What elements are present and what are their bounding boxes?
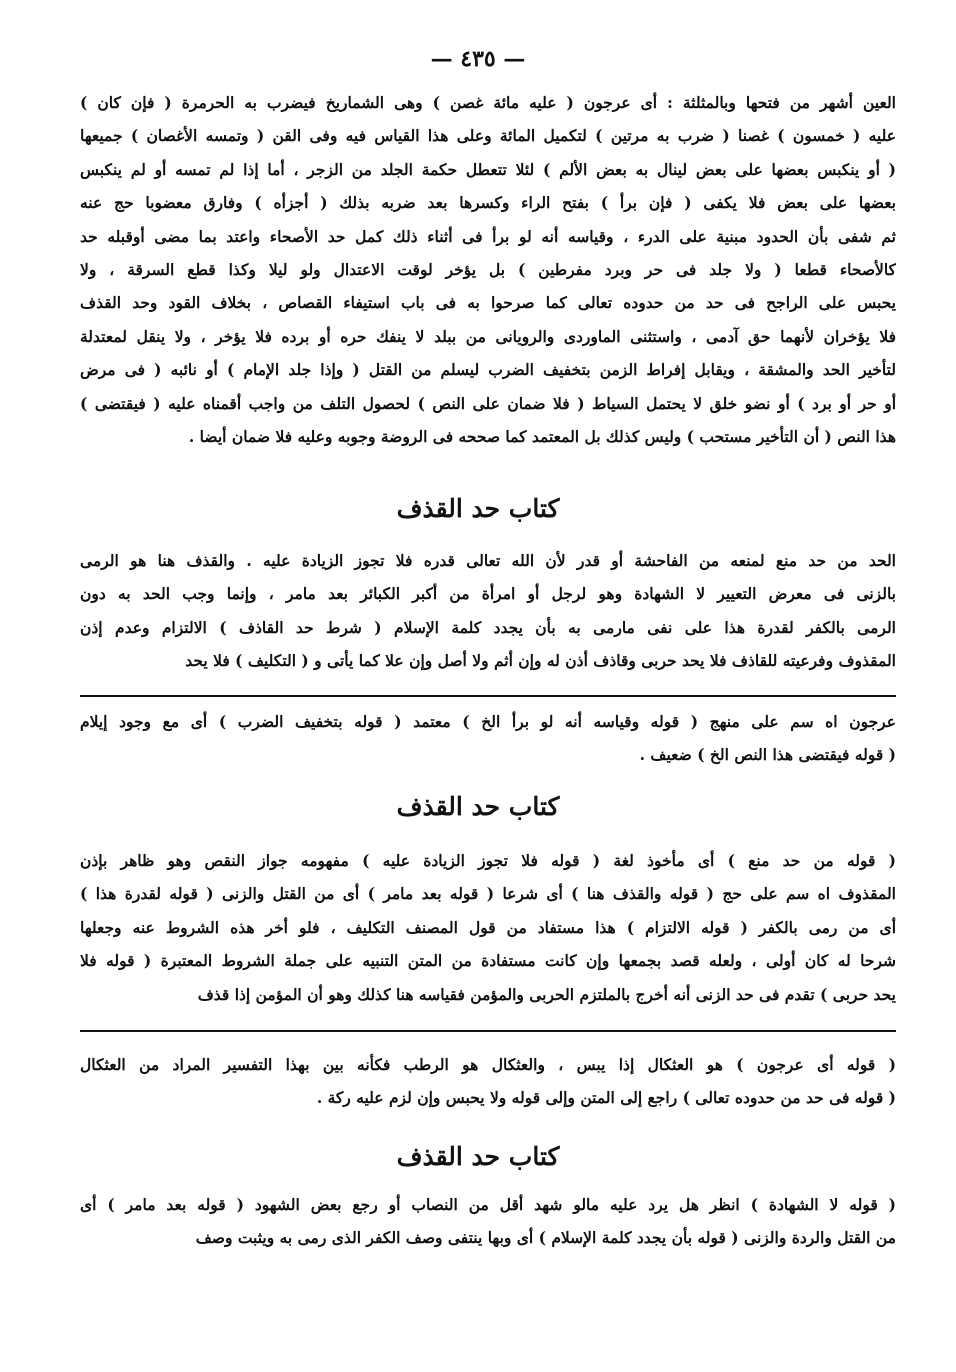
- text-line: شرحا له كان أولى ، ولعله قصد بجمعها وإن كانت مستفادة من المتن التنبيه على جملة الشروط المعتبرة ( قوله فلا: [80, 951, 896, 971]
- footnote-block-1: [80, 705, 896, 772]
- main-text-block-2: [80, 544, 896, 678]
- text-line: الحد من حد منع لمنعه من الفاحشة أو قدر لأن الله تعالى قدره فلا تجوز الزيادة عليه . والقذف هنا هو الرمى: [80, 551, 896, 570]
- text-line: يحبس على الراجح فى حد من حدوده تعالى كما صرحوا به فى باب استيفاء القصاص ، بخلاف القود وحد القذف: [80, 293, 896, 313]
- text-line: الرمى بالكفر لقدرة هذا على نفى مارمى به بأن يجدد كلمة الإسلام ( شرط حد القاذف ) الالتزام وعدم إذن: [80, 617, 896, 637]
- page-number: — ٤٣٥ —: [430, 46, 526, 72]
- text-line: يحد حربى ) تقدم فى حد الزنى أنه أخرج بالملتزم الحربى والمؤمن فقياسه هنا كذلك وهو أن المؤمن إذا قذف: [197, 984, 896, 1004]
- text-line: ( قوله أى عرجون ) هو العثكال إذا يبس ، والعثكال هو الرطب فكأنه بين بهذا التفسير المراد من العثكال: [80, 1055, 896, 1074]
- text-line: ( قوله فى حد من حدوده تعالى ) راجع إلى المتن وإلى قوله ولا يحبس وإن لزم عليه ركة .: [316, 1088, 896, 1108]
- text-line: أو حر أو برد ) أو نضو خلق لا يحتمل السياط ( فلا ضمان على النص ) لحصول التلف من واجب أقمناه عليه ( فيقتضى ): [80, 393, 896, 413]
- text-line: هذا النص ( أن التأخير مستحب ) وليس كذلك بل المعتمد كما صححه فى الروضة وجوبه وعليه فلا ضمان أيضا .: [188, 426, 896, 446]
- commentary-block-2: [80, 1188, 896, 1255]
- text-line: من القتل والردة والزنى ( قوله بأن يجدد كلمة الإسلام ) أى وبها ينتفى وصف الكفر الذى رمى به ويثبت وصف: [195, 1228, 896, 1248]
- footnote-separator-1: [80, 695, 896, 697]
- text-line: ( أو ينكبس بعضها على بعض لينال به بعض الألم ) لئلا تتعطل حكمة الجلد من الزجر ، أما إذا لم تمسه أو لم ينكبس: [80, 159, 896, 179]
- commentary-block-1: [80, 844, 896, 1011]
- section-heading-2: كتاب حد القذف: [396, 792, 560, 821]
- text-line: العين أشهر من فتحها وبالمثلثة : أى عرجون ( عليه مائة غصن ) وهى الشماريخ فيضرب به الحرمرة ( فإن كان ): [80, 93, 896, 112]
- text-line: ( قوله فيقتضى هذا النص الخ ) ضعيف .: [639, 745, 896, 765]
- text-line: بالزنى فى معرض التعيير لا الشهادة وهو لرجل أو امرأة من أكبر الكبائر بعد مامر ، وإنما وجب الحد به دون: [80, 584, 896, 604]
- footnote-separator-2: [80, 1030, 896, 1032]
- footnote-block-2: [80, 1048, 896, 1115]
- text-line: عرجون اه سم على منهج ( قوله وقياسه أنه لو برأ الخ ) معتمد ( قوله بتخفيف الضرب ) أى مع وجود إيلام: [80, 712, 896, 731]
- text-line: المقذوف اه سم على حج ( قوله والقذف هنا ) أى شرعا ( قوله بعد مامر ) أى من القتل والزنى ( قوله لقدرة هذا ): [80, 884, 896, 904]
- section-heading-3: كتاب حد القذف: [396, 1142, 560, 1171]
- text-line: بعضها على بعض فلا يكفى ( فإن برأ ) بفتح الراء وكسرها بعد ضربه بذلك ( أجزأه ) وفارق معضوبا حج عنه: [80, 193, 896, 213]
- text-line: أى من رمى بالكفر ( قوله الالتزام ) هذا مستفاد من قول المصنف التكليف ، فلو أخر هذه الشروط عنه وجعلها: [80, 917, 896, 937]
- text-line: لتأخير الحد والمشقة ، ويقابل إفراط الزمن بتخفيف الضرب ليسلم من القتل ( وإذا جلد الإمام ) أو نائبه ( فى مرض: [80, 360, 896, 380]
- text-line: ( قوله لا الشهادة ) انظر هل يرد عليه مالو شهد أقل من النصاب أو رجع بعض الشهود ( قوله بعد مامر ) أى: [80, 1195, 896, 1214]
- main-text-block-1: [80, 86, 896, 453]
- text-line: كالأصحاء قطعا ( ولا جلد فى حر وبرد مفرطين ) بل يؤخر لوقت الاعتدال ولو ليلا وكذا قطع السرقة ، ولا: [80, 259, 896, 279]
- text-line: ثم شفى بأن الحدود مبنية على الدرء ، وقياسه أنه لو برأ فى أثناء ذلك كمل حد الأصحاء واعتد بما مضى أوقبله حد: [80, 226, 896, 246]
- section-heading-1: كتاب حد القذف: [396, 494, 560, 523]
- text-line: عليه ( خمسون ) غصنا ( ضرب به مرتين ) لتكميل المائة وعلى هذا القياس فيه وفى القن ( وتمسه الأغصان ) جميعها: [80, 126, 896, 146]
- text-line: ( قوله من حد منع ) أى مأخوذ لغة ( قوله فلا تجوز الزيادة عليه ) مفهومه جواز النقص وهو ظاهر بإذن: [80, 851, 896, 870]
- text-line: فلا يؤخران لأنهما حق آدمى ، واستثنى الماوردى والرويانى من ببلد لا ينفك حره أو برده فلا يؤخر ، ولا ينقل لمعتدلة: [80, 326, 896, 346]
- text-line: المقذوف وفرعيته للقاذف فلا يحد حربى وقاذف أذن له وإن أثم ولا أصل وإن علا كما يأتى و ( التكليف ) فلا يحد: [185, 651, 896, 671]
